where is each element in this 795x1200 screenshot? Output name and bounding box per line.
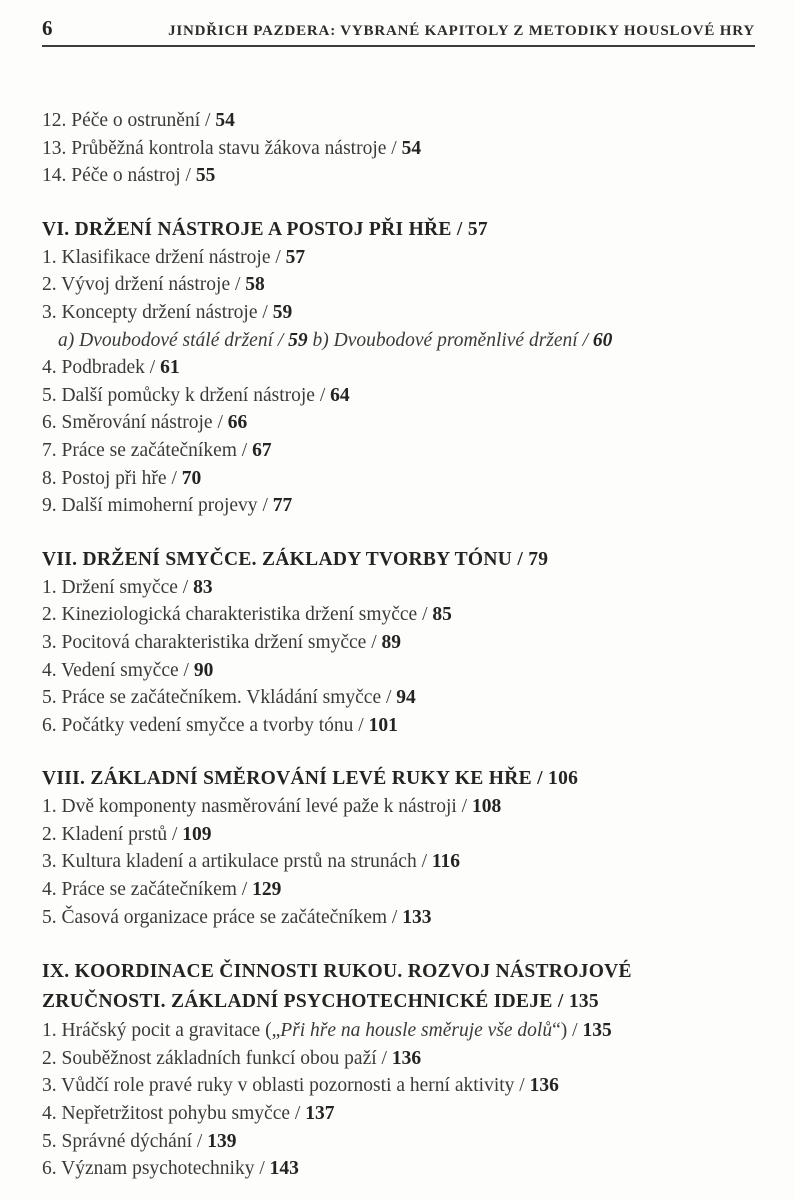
- entry-page-number: 116: [431, 851, 461, 873]
- entry-label-prefix: 1. Hráčský pocit a gravitace („: [42, 1020, 281, 1042]
- heading-page-number: 106: [548, 768, 579, 790]
- entry-page-number: 136: [391, 1047, 422, 1069]
- entry-label: 3. Pocitová charakteristika držení smyčce: [42, 631, 367, 653]
- separator: /: [577, 329, 593, 351]
- separator: /: [212, 412, 228, 434]
- entry-page-number: 129: [252, 879, 282, 901]
- entry-label: 5. Další pomůcky k držení nástroje: [42, 384, 315, 406]
- separator: /: [270, 246, 286, 268]
- separator: /: [257, 495, 273, 517]
- toc-entry: [42, 684, 755, 712]
- separator: /: [567, 1020, 583, 1042]
- toc-entry: [42, 793, 755, 821]
- toc-entry: [42, 574, 755, 602]
- entry-page-number: 83: [193, 576, 213, 598]
- subentry-a-page: 59: [288, 329, 308, 351]
- heading-line1: IX. KOORDINACE ČINNOSTI RUKOU. ROZVOJ NÁSTROJOVÉ: [42, 961, 632, 983]
- entry-page-number: 101: [368, 714, 398, 736]
- entry-page-number: 70: [181, 467, 202, 489]
- toc-entry: [42, 465, 755, 493]
- separator: /: [314, 384, 331, 406]
- table-of-contents: [42, 107, 755, 1183]
- separator: /: [167, 823, 183, 845]
- separator: /: [416, 851, 432, 873]
- entry-label: 8. Postoj při hře: [42, 467, 172, 489]
- entry-label: 2. Kladení prstů: [42, 823, 168, 845]
- toc-entry: [42, 1072, 755, 1100]
- separator: /: [451, 218, 468, 240]
- toc-entries-vi-b: [42, 354, 755, 520]
- entry-label: 5. Práce se začátečníkem. Vkládání smyčce: [42, 687, 382, 709]
- separator: /: [353, 714, 369, 736]
- entry-page-number: 59: [272, 301, 293, 323]
- entry-label: 4. Podbradek: [42, 357, 145, 379]
- entry-page-number: 136: [529, 1075, 559, 1097]
- toc-entry: [42, 601, 755, 629]
- separator: /: [417, 604, 433, 626]
- heading-label: VI. DRŽENÍ NÁSTROJE A POSTOJ PŘI HŘE: [42, 218, 452, 240]
- entry-label: 1. Dvě komponenty nasměrování levé paže k nástroji: [42, 796, 457, 818]
- toc-entry: [42, 299, 755, 327]
- entry-page-number: 64: [330, 384, 350, 406]
- entry-page-number: 108: [471, 796, 502, 818]
- separator: /: [236, 439, 253, 461]
- toc-entry: [42, 821, 755, 849]
- entry-label: 2. Kineziologická charakteristika držení smyčce: [42, 604, 418, 626]
- entry-label: 2. Vývoj držení nástroje: [42, 274, 231, 296]
- toc-entry: [42, 876, 755, 904]
- heading-page-number: 57: [467, 218, 488, 240]
- separator: /: [171, 467, 182, 489]
- separator: /: [254, 1158, 270, 1180]
- entry-page-number: 143: [269, 1158, 299, 1180]
- entry-label: 3. Kultura kladení a artikulace prstů na strunách: [42, 851, 417, 873]
- toc-entry: [42, 1128, 755, 1156]
- entry-label: 6. Význam psychotechniky: [42, 1158, 255, 1180]
- entry-page-number: 90: [193, 659, 214, 681]
- section-heading-vi: [42, 216, 755, 244]
- toc-entry: [42, 629, 755, 657]
- separator: /: [200, 110, 216, 131]
- separator: /: [456, 796, 472, 818]
- separator: /: [257, 301, 273, 323]
- separator: /: [552, 991, 569, 1013]
- separator: /: [386, 137, 402, 159]
- toc-section-continuation: [42, 107, 755, 190]
- header-rule: [42, 45, 755, 47]
- separator: /: [273, 329, 289, 351]
- separator: /: [381, 687, 397, 709]
- toc-section-vi: [42, 216, 755, 520]
- toc-entries-ix: [42, 1045, 755, 1183]
- entry-page-number: 133: [402, 906, 432, 928]
- toc-entry: [42, 409, 755, 437]
- section-heading-viii: [42, 765, 755, 793]
- entry-label: 3. Vůdčí role pravé ruky v oblasti pozornosti a herní aktivity: [42, 1075, 515, 1097]
- entry-label: 4. Vedení smyčce: [42, 659, 179, 681]
- toc-entry: [42, 848, 755, 876]
- toc-entry-quote: [42, 1017, 755, 1045]
- section-heading-vii: [42, 546, 755, 574]
- entry-page-number: 85: [432, 604, 452, 626]
- subentry-b-page: 60: [592, 329, 613, 351]
- entry-label: 5. Správné dýchání: [42, 1130, 193, 1152]
- toc-entry: [42, 1155, 755, 1183]
- toc-entry: [42, 904, 755, 932]
- toc-entry: [42, 712, 755, 740]
- entry-label: 12. Péče o ostrunění: [42, 110, 201, 131]
- entry-page-number: 58: [245, 274, 265, 296]
- entry-label: 4. Práce se začátečníkem: [42, 879, 237, 901]
- entry-page-number: 109: [182, 823, 212, 845]
- toc-subentry-ab: [42, 327, 755, 355]
- entry-page-number: 61: [160, 357, 180, 379]
- heading-page-number: 79: [528, 548, 549, 570]
- running-header: [42, 18, 755, 39]
- heading-line2: ZRUČNOSTI. ZÁKLADNÍ PSYCHOTECHNICKÉ IDEJE: [42, 991, 553, 1013]
- entry-page-number: 57: [285, 246, 306, 268]
- entry-page-number: 54: [401, 137, 422, 159]
- separator: /: [290, 1103, 306, 1125]
- running-title: JINDŘICH PAZDERA: VYBRANÉ KAPITOLY Z METODIKY HOUSLOVÉ HRY: [168, 23, 755, 39]
- toc-section-viii: [42, 765, 755, 931]
- entry-label: 3. Koncepty držení nástroje: [42, 301, 258, 323]
- entry-page-number: 67: [252, 439, 272, 461]
- entry-label: 1. Klasifikace držení nástroje: [42, 246, 271, 268]
- entry-page-number: 135: [582, 1020, 612, 1042]
- entry-label: 6. Počátky vedení smyčce a tvorby tónu: [42, 714, 354, 736]
- entry-page-number: 139: [207, 1130, 237, 1152]
- page-number: 6: [42, 16, 53, 40]
- toc-entries-vii: [42, 574, 755, 740]
- section-heading-ix: [42, 957, 755, 1017]
- separator: /: [512, 548, 529, 570]
- heading-label: VIII. ZÁKLADNÍ SMĚROVÁNÍ LEVÉ RUKY KE HŘE: [42, 768, 532, 790]
- toc-entry: [42, 437, 755, 465]
- entry-label: 4. Nepřetržitost pohybu smyčce: [42, 1103, 291, 1125]
- subentry-b-label: b) Dvoubodové proměnlivé držení: [312, 329, 578, 351]
- separator: /: [230, 274, 246, 296]
- separator: /: [366, 631, 382, 653]
- separator: /: [180, 165, 196, 187]
- separator: /: [387, 906, 403, 928]
- toc-entries-vi-a: [42, 244, 755, 327]
- entry-quote: Při hře na housle směruje vše dolů: [280, 1020, 553, 1042]
- entry-page-number: 89: [381, 631, 402, 653]
- subentry-a-label: a) Dvoubodové stálé držení: [58, 329, 273, 351]
- entry-label: 1. Držení smyčce: [42, 576, 178, 598]
- toc-entry: [42, 244, 755, 272]
- toc-entry: [42, 135, 755, 163]
- separator: /: [376, 1047, 392, 1069]
- toc-entry: [42, 354, 755, 382]
- separator: /: [531, 768, 549, 790]
- toc-section-ix: [42, 957, 755, 1183]
- toc-entry: [42, 107, 755, 135]
- separator: /: [178, 659, 194, 681]
- toc-entry: [42, 271, 755, 299]
- entry-label: 14. Péče o nástroj: [42, 165, 181, 187]
- entry-page-number: 55: [195, 165, 216, 187]
- entry-label-suffix: “): [552, 1020, 568, 1042]
- entry-page-number: 94: [396, 687, 416, 709]
- entry-label: 7. Práce se začátečníkem: [42, 439, 237, 461]
- separator: /: [192, 1130, 208, 1152]
- separator: /: [144, 357, 161, 379]
- separator: /: [236, 879, 253, 901]
- entry-page-number: 77: [272, 495, 293, 517]
- toc-entry: [42, 1100, 755, 1128]
- toc-entry: [42, 162, 755, 190]
- toc-entry: [42, 1045, 755, 1073]
- separator: /: [514, 1075, 530, 1097]
- heading-page-number: 135: [568, 991, 599, 1013]
- heading-label: VII. DRŽENÍ SMYČCE. ZÁKLADY TVORBY TÓNU: [42, 548, 513, 570]
- separator: /: [177, 576, 194, 598]
- entry-page-number: 137: [305, 1103, 335, 1125]
- entry-page-number: 54: [215, 110, 235, 131]
- entry-label: 13. Průběžná kontrola stavu žákova nástroje: [42, 137, 387, 159]
- entry-label: 2. Souběžnost základních funkcí obou paží: [42, 1047, 377, 1069]
- entry-label: 9. Další mimoherní projevy: [42, 495, 258, 517]
- toc-entry: [42, 382, 755, 410]
- entry-page-number: 66: [227, 412, 248, 434]
- entry-label: 5. Časová organizace práce se začátečníkem: [42, 906, 388, 928]
- toc-section-vii: [42, 546, 755, 740]
- toc-entry: [42, 657, 755, 685]
- toc-entry: [42, 492, 755, 520]
- toc-entries-viii: [42, 793, 755, 931]
- entry-label: 6. Směrování nástroje: [42, 412, 213, 434]
